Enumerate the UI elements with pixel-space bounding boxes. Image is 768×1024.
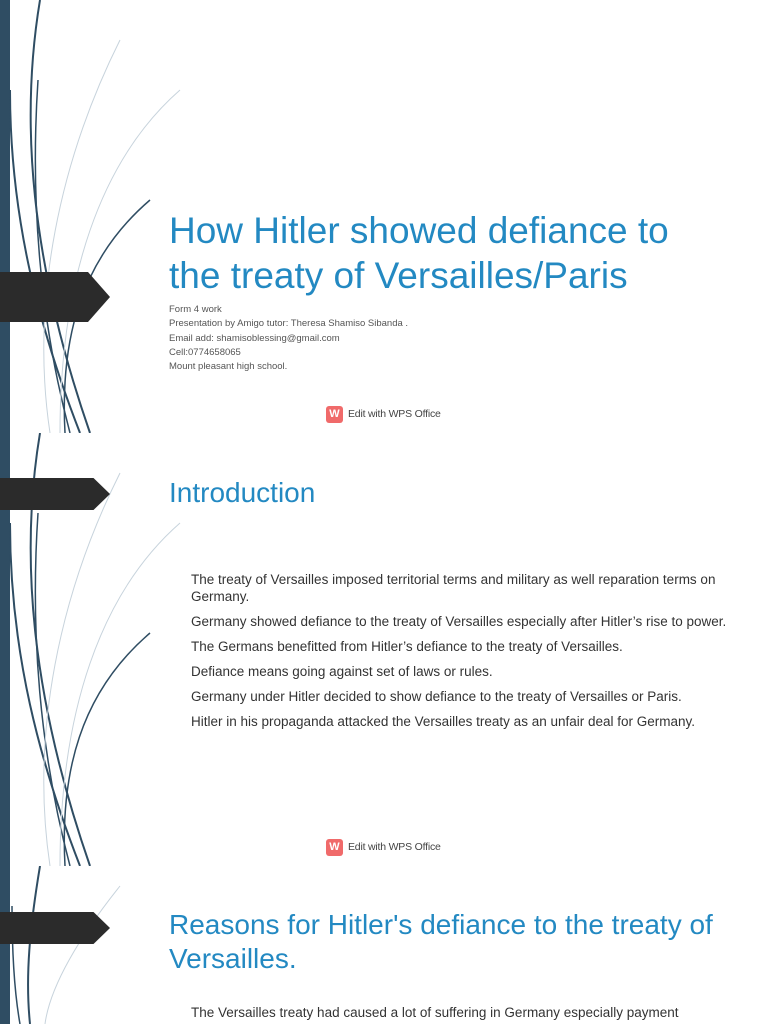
list-item: Germany under Hitler decided to show defiance to the treaty of Versailles or Paris. <box>191 689 682 704</box>
info-line-author: Presentation by Amigo tutor: Theresa Shamiso Sibanda . <box>169 318 409 330</box>
edit-with-wps-button[interactable] <box>326 838 441 856</box>
edit-with-wps-button[interactable] <box>326 405 441 423</box>
title-arrow-tab <box>0 272 110 322</box>
reasons-bullet-list <box>169 1004 729 1024</box>
section-title: Introduction <box>169 477 316 508</box>
intro-bullet-list <box>169 571 729 738</box>
list-item: Hitler in his propaganda attacked the Versailles treaty as an unfair deal for Germany. <box>191 714 696 729</box>
info-line-cell: Cell:0774658065 <box>169 346 241 358</box>
reasons-arrow-tab <box>0 912 110 944</box>
list-item: The treaty of Versailles imposed territorial terms and military as well reparation terms on Germany. <box>191 572 716 604</box>
slide-title <box>0 0 768 433</box>
list-item: Germany showed defiance to the treaty of Versailles especially after Hitler’s rise to power. <box>191 614 727 629</box>
page-title: How Hitler showed defiance to the treaty of Versailles/Paris <box>169 210 669 296</box>
slide-introduction <box>0 433 768 866</box>
list-item: The Germans benefitted from Hitler’s defiance to the treaty of Versailles. <box>191 639 623 654</box>
wps-logo-icon: W <box>326 406 343 423</box>
section-title: Reasons for Hitler's defiance to the treaty of Versailles. <box>169 909 713 974</box>
wps-label: Edit with WPS Office <box>348 841 441 853</box>
list-item: Defiance means going against set of laws or rules. <box>191 664 493 679</box>
wps-label: Edit with WPS Office <box>348 408 441 420</box>
info-line-school: Mount pleasant high school. <box>169 361 288 373</box>
intro-arrow-tab <box>0 478 110 510</box>
slide-reasons <box>0 866 768 1024</box>
wps-logo-icon: W <box>326 839 343 856</box>
info-line-form: Form 4 work <box>169 304 222 315</box>
presentation-info <box>169 303 569 374</box>
info-line-email: Email add: shamisoblessing@gmail.com <box>169 332 340 344</box>
list-item: The Versailles treaty had caused a lot of suffering in Germany especially payment <box>191 1005 679 1020</box>
